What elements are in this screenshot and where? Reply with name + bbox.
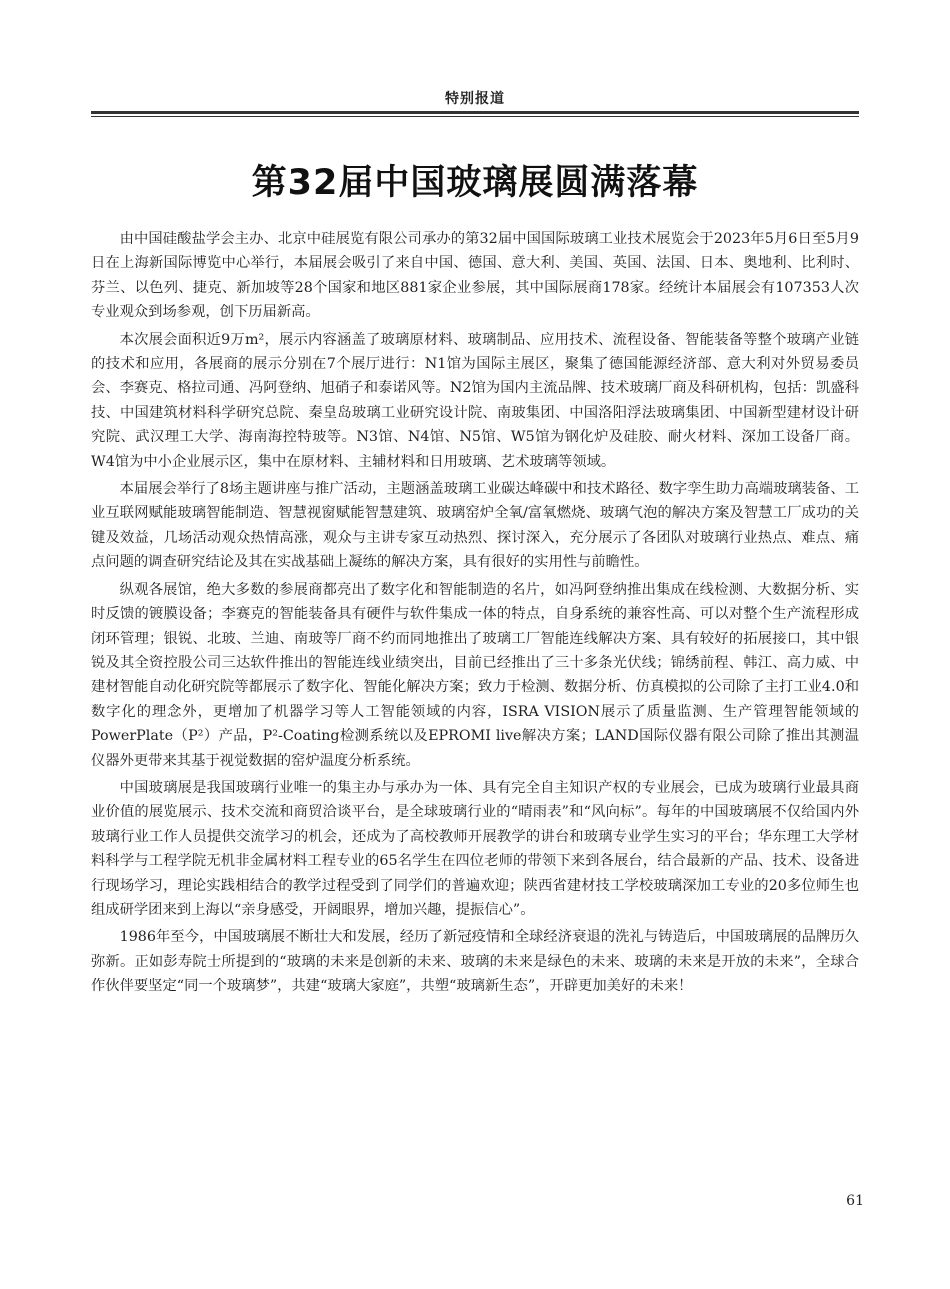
article-title: 第32届中国玻璃展圆满落幕 [251, 163, 699, 203]
header-rule-thick [91, 111, 859, 114]
header-rule-thin [91, 116, 859, 117]
paragraph-2: 本次展会面积近9万m²，展示内容涵盖了玻璃原材料、玻璃制品、应用技术、流程设备、智能装备等整个玻璃产业链的技术和应用，各展商的展示分别在7个展厅进行：N1馆为国际主展区，聚集了德国能源经济部、意大利对外贸易委员会、李赛克、格拉司通、冯阿登纳、旭硝子和泰诺风等。N2馆为国内主流品牌、技术玻璃厂商及科研机构，包括：凯盛科技、中国建筑材料科学研究总院、秦皇岛玻璃工业研究设计院、南玻集团、中国洛阳浮法玻璃集团、中国新型建材设计研究院、武汉理工大学、海南海控特玻等。N3馆、N4馆、N5馆、W5馆为钢化炉及硅胶、耐火材料、深加工设备厂商。W4馆为中小企业展示区，集中在原材料、主辅材料和日用玻璃、艺术玻璃等领域。 [91, 331, 859, 470]
page-number: 61 [846, 1193, 864, 1209]
section-label: 特别报道 [445, 91, 505, 107]
paragraph-5: 中国玻璃展是我国玻璃行业唯一的集主办与承办为一体、具有完全自主知识产权的专业展会，已成为玻璃行业最具商业价值的展览展示、技术交流和商贸洽谈平台，是全球玻璃行业的“晴雨表”和“风向标”。每年的中国玻璃展不仅给国内外玻璃行业工作人员提供交流学习的机会，还成为了高校教师开展教学的讲台和玻璃专业学生实习的平台；华东理工大学材料科学与工程学院无机非金属材料工程专业的65名学生在四位老师的带领下来到各展台，结合最新的产品、技术、设备进行现场学习，理论实践相结合的教学过程受到了同学们的普遍欢迎；陕西省建材技工学校玻璃深加工专业的20多位师生也组成研学团来到上海以“亲身感受，开阔眼界，增加兴趣，提振信心”。 [91, 779, 859, 918]
paragraph-4: 纵观各展馆，绝大多数的参展商都亮出了数字化和智能制造的名片，如冯阿登纳推出集成在线检测、大数据分析、实时反馈的镀膜设备；李赛克的智能装备具有硬件与软件集成一体的特点，自身系统的兼容性高、可以对整个生产流程形成闭环管理；银锐、北玻、兰迪、南玻等厂商不约而同地推出了玻璃工厂智能连线解决方案、具有较好的拓展接口，其中银锐及其全资控股公司三达软件推出的智能连线业绩突出，目前已经推出了三十多条光伏线；锦绣前程、韩江、高力威、中建材智能自动化研究院等都展示了数字化、智能化解决方案；致力于检测、数据分析、仿真模拟的公司除了主打工业4.0和数字化的理念外，更增加了机器学习等人工智能领域的内容，ISRA VISION展示了质量监测、生产管理智能领域的PowerPlate（P²）产品，P²-Coating检测系统以及EPROMI live解决方案；LAND国际仪器有限公司除了推出其测温仪器外更带来其基于视觉数据的窑炉温度分析系统。 [91, 581, 859, 769]
paragraph-1: 由中国硅酸盐学会主办、北京中硅展览有限公司承办的第32届中国国际玻璃工业技术展览会于2023年5月6日至5月9日在上海新国际博览中心举行，本届展会吸引了来自中国、德国、意大利、美国、英国、法国、日本、奥地利、比利时、芬兰、以色列、捷克、新加坡等28个国家和地区881家企业参展，其中国际展商178家。经统计本届展会有107353人次专业观众到场参观，创下历届新高。 [91, 231, 859, 321]
paragraph-3: 本届展会举行了8场主题讲座与推广活动，主题涵盖玻璃工业碳达峰碳中和技术路径、数字孪生助力高端玻璃装备、工业互联网赋能玻璃智能制造、智慧视窗赋能智慧建筑、玻璃窑炉全氧/富氧燃烧、玻璃气泡的解决方案及智慧工厂成功的关键及效益，几场活动观众热情高涨，观众与主讲专家互动热烈、探讨深入，充分展示了各团队对玻璃行业热点、难点、痛点问题的调查研究结论及其在实战基础上凝练的解决方案，具有很好的实用性与前瞻性。 [91, 481, 859, 571]
paragraph-6: 1986年至今，中国玻璃展不断壮大和发展，经历了新冠疫情和全球经济衰退的洗礼与铸造后，中国玻璃展的品牌历久弥新。正如彭寿院士所提到的“玻璃的未来是创新的未来、玻璃的未来是绿色的未来、玻璃的未来是开放的未来”，全球合作伙伴要坚定“同一个玻璃梦”，共建“玻璃大家庭”，共塑“玻璃新生态”，开辟更加美好的未来！ [91, 929, 859, 995]
article-body [91, 227, 859, 1002]
